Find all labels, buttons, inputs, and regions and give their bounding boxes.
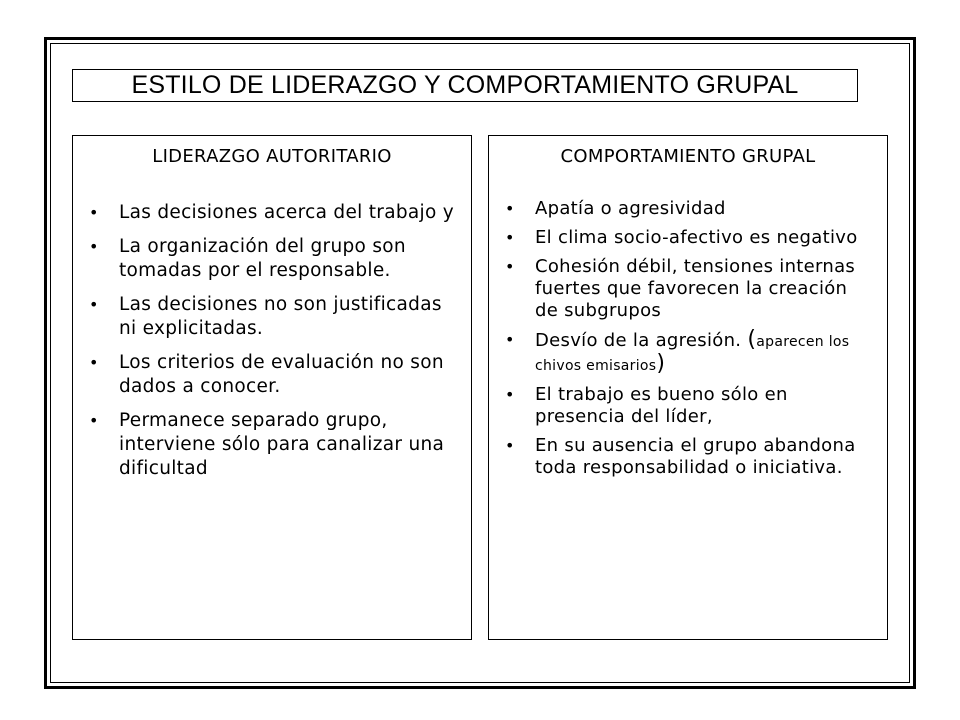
list-item-text: El clima socio-afectivo es negativo [535, 227, 858, 248]
bullet-icon: • [505, 257, 515, 276]
paren-note: aparecen los chivos emisarios [535, 334, 850, 374]
leadership-heading: LIDERAZGO AUTORITARIO [152, 146, 392, 167]
list-item-text: La organización del grupo son tomadas por el responsable. [119, 236, 406, 281]
list-item [489, 435, 887, 479]
page-title-text: ESTILO DE LIDERAZGO Y COMPORTAMIENTO GRUPAL [131, 71, 799, 99]
bullet-icon: • [505, 436, 515, 455]
group-behavior-panel [488, 135, 888, 640]
bullet-icon: • [89, 353, 99, 372]
list-item [73, 409, 471, 481]
leadership-panel [72, 135, 472, 640]
list-item [489, 384, 887, 428]
list-item-text: Apatía o agresividad [535, 198, 726, 219]
leadership-list [73, 201, 471, 481]
group-behavior-list [489, 198, 887, 479]
list-item-text: Desvío de la agresión. [535, 330, 742, 351]
bullet-icon: • [89, 203, 99, 222]
list-item-text: El trabajo es bueno sólo en presencia del líder, [535, 384, 788, 427]
list-item [489, 227, 887, 249]
paren-open: ( [747, 327, 757, 352]
list-item-text: En su ausencia el grupo abandona toda responsabilidad o iniciativa. [535, 435, 856, 478]
list-item-text: Las decisiones acerca del trabajo y [119, 202, 455, 223]
bullet-icon: • [505, 330, 515, 349]
bullet-icon: • [89, 237, 99, 256]
bullet-icon: • [505, 199, 515, 218]
list-item [73, 201, 471, 225]
list-item-text: Las decisiones no son justificadas ni explicitadas. [119, 294, 442, 339]
list-item [73, 293, 471, 341]
list-item [489, 198, 887, 220]
list-item [73, 235, 471, 283]
list-item-text: Permanece separado grupo, interviene sólo para canalizar una dificultad [119, 410, 445, 479]
bullet-icon: • [505, 228, 515, 247]
list-item-text: Cohesión débil, tensiones internas fuertes que favorecen la creación de subgrupos [535, 256, 856, 321]
bullet-icon: • [89, 411, 99, 430]
list-item-text: Los criterios de evaluación no son dados a conocer. [119, 352, 444, 397]
paren-close: ) [656, 351, 666, 376]
bullet-icon: • [89, 295, 99, 314]
list-item [489, 329, 887, 377]
group-behavior-heading: COMPORTAMIENTO GRUPAL [560, 146, 816, 167]
list-item [489, 256, 887, 322]
bullet-icon: • [505, 385, 515, 404]
list-item [73, 351, 471, 399]
page-title [72, 69, 858, 102]
